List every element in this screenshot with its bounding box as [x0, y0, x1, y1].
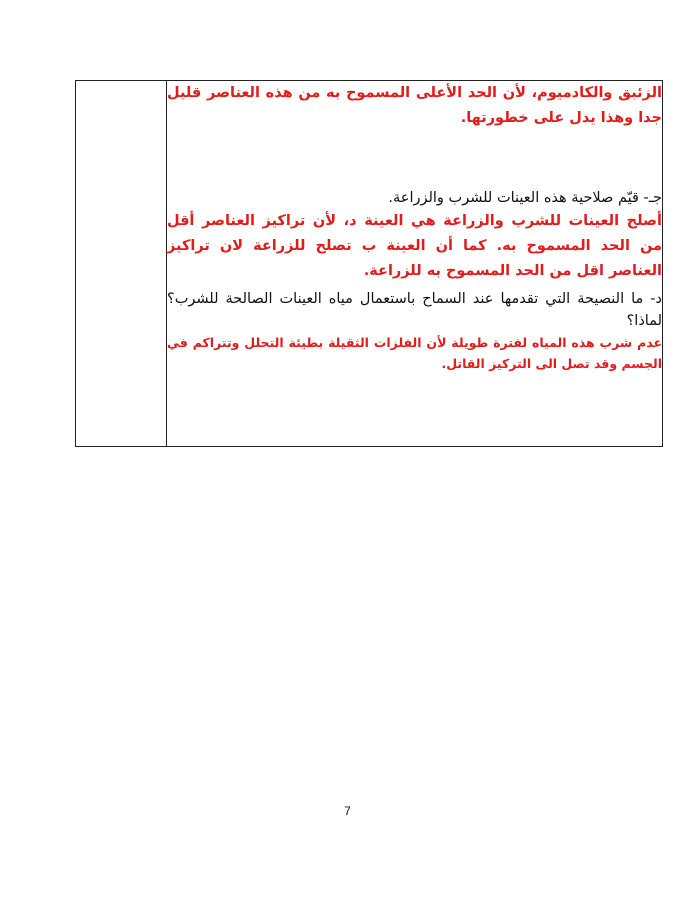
- empty-side-cell: [76, 81, 167, 447]
- table-row: [76, 81, 663, 447]
- answer-table: [75, 80, 663, 447]
- answer-d: عدم شرب هذه المياه لفترة طويلة لأن الفلزات الثقيلة بطيئة التحلل وتتراكم في الجسم وقد تصل الى التركيز القاتل.: [167, 335, 662, 371]
- answer-paragraph-elements: الزئبق والكادميوم، لأن الحد الأعلى المسموح به من هذه العناصر قليل جدا وهذا يدل على خطورتها.: [167, 85, 662, 126]
- question-c: جـ- قيّم صلاحية هذه العينات للشرب والزراعة.: [388, 190, 662, 206]
- content-cell: [167, 81, 663, 447]
- question-d: د- ما النصيحة التي تقدمها عند السماح باستعمال مياه العينات الصالحة للشرب؟ لماذا؟: [167, 291, 662, 329]
- answer-c: أصلح العينات للشرب والزراعة هي العينة د، لأن تراكيز العناصر أقل من الحد المسموح به. كما أن العينة ب تصلح للزراعة لان تراكيز العناصر اقل من الحد المسموح به للزراعة.: [167, 213, 662, 279]
- page-number: 7: [344, 804, 351, 818]
